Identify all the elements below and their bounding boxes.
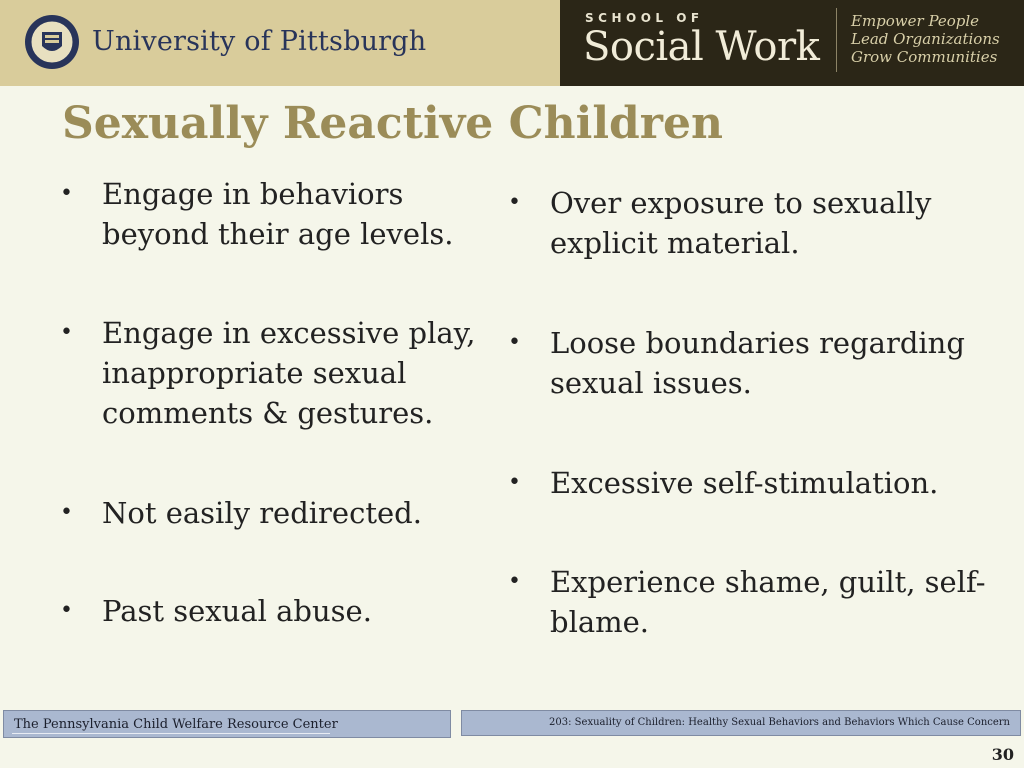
slide-title: Sexually Reactive Children — [62, 98, 723, 149]
left-bullet — [60, 313, 492, 433]
bullet-icon: • — [60, 320, 73, 345]
header-divider — [836, 8, 837, 72]
footer-organization: The Pennsylvania Child Welfare Resource Center — [14, 717, 338, 732]
bullet-icon: • — [60, 181, 73, 206]
tagline-line: Grow Communities — [851, 48, 998, 66]
university-name: University of Pittsburgh — [92, 26, 427, 57]
university-seal-icon — [24, 14, 80, 70]
bullet-text: Engage in excessive play, inappropriate sexual comments & gestures. — [102, 316, 476, 430]
bullet-icon: • — [508, 569, 521, 594]
right-bullet — [508, 183, 970, 263]
left-bullet — [60, 493, 482, 533]
tagline-line: Empower People — [851, 12, 980, 30]
bullet-text: Excessive self-stimulation. — [550, 466, 939, 500]
bullet-icon: • — [60, 500, 73, 525]
left-bullet — [60, 174, 462, 254]
footer-organization-bar — [3, 710, 451, 738]
footer-course-bar — [461, 710, 1021, 736]
footer-course-title: 203: Sexuality of Children: Healthy Sexual Behaviors and Behaviors Which Cause Concern — [549, 717, 1010, 728]
school-name: Social Work — [583, 24, 820, 70]
right-bullet — [508, 323, 990, 403]
school-prefix: SCHOOL OF — [585, 11, 704, 25]
tagline-line: Lead Organizations — [851, 30, 1000, 48]
bullet-icon: • — [60, 598, 73, 623]
right-bullet — [508, 463, 990, 503]
bullet-icon: • — [508, 470, 521, 495]
left-bullet — [60, 591, 482, 631]
school-tagline — [851, 12, 1000, 66]
bullet-text: Engage in behaviors beyond their age levels. — [102, 177, 454, 251]
footer-underline — [12, 733, 330, 734]
bullet-text: Experience shame, guilt, self-blame. — [550, 565, 986, 639]
bullet-text: Over exposure to sexually explicit material. — [550, 186, 932, 260]
bullet-text: Loose boundaries regarding sexual issues. — [550, 326, 965, 400]
bullet-icon: • — [508, 330, 521, 355]
bullet-text: Past sexual abuse. — [102, 594, 372, 628]
bullet-text: Not easily redirected. — [102, 496, 422, 530]
right-bullet — [508, 562, 990, 642]
page-number: 30 — [991, 745, 1014, 764]
bullet-icon: • — [508, 190, 521, 215]
